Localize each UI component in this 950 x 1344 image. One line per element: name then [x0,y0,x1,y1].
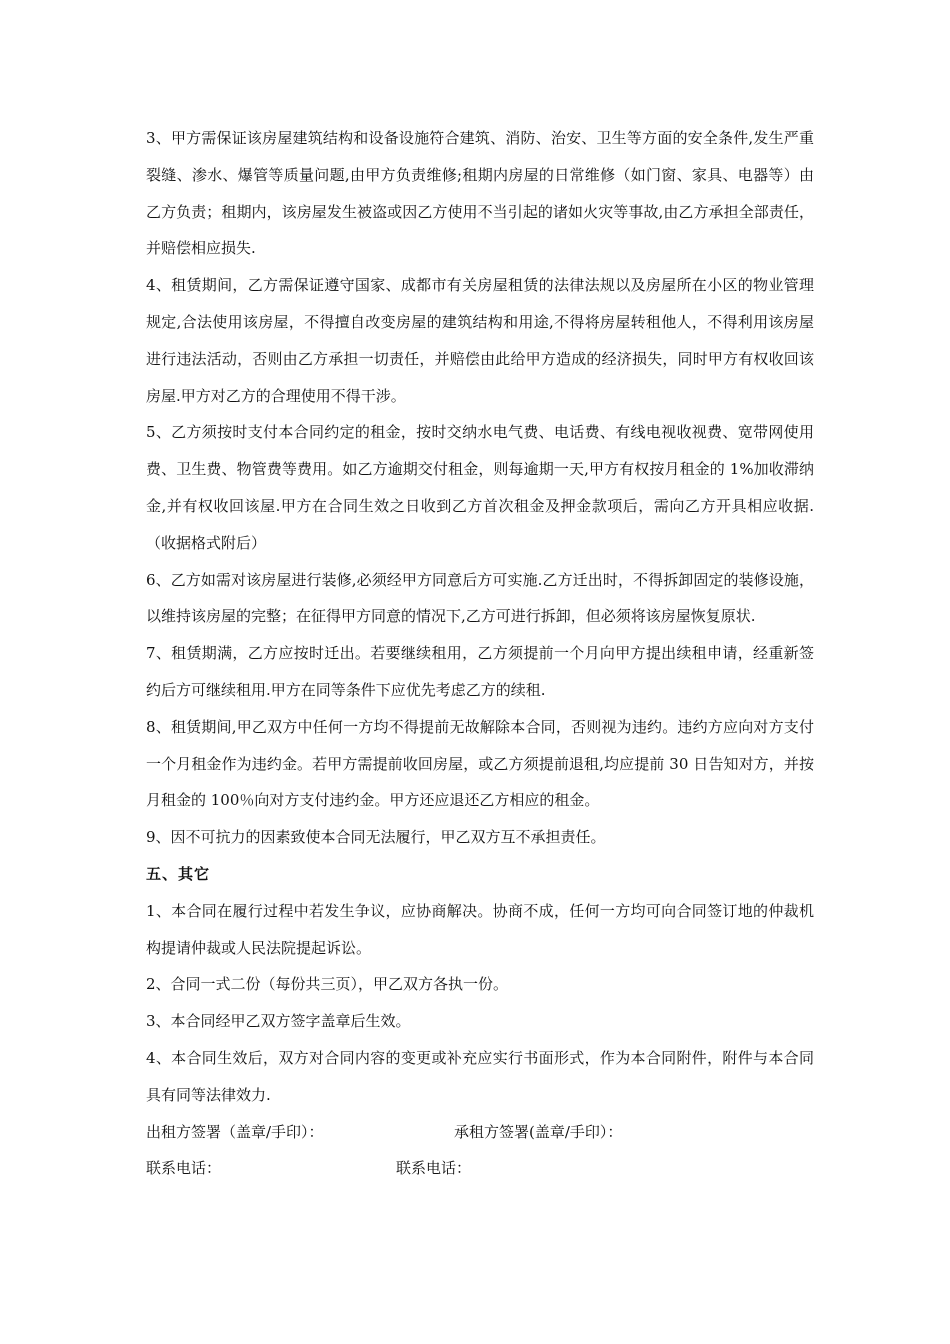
lessor-phone-label: 联系电话： [146,1159,222,1178]
other-clause-1: 1、本合同在履行过程中若发生争议，应协商解决。协商不成，任何一方均可向合同签订地的仲裁机构提请仲裁或人民法院提起诉讼。 [146,901,814,957]
clause-9: 9、因不可抗力的因素致使本合同无法履行，甲乙双方互不承担责任。 [146,828,606,847]
other-clause-4: 4、本合同生效后，双方对合同内容的变更或补充应实行书面形式，作为本合同附件，附件与本合同具有同等法律效力. [146,1048,814,1104]
phone-row [146,1150,814,1187]
lessee-signature-label: 承租方签署(盖章/手印）： [454,1122,623,1141]
contract-body [146,120,814,1187]
other-clause-3: 3、本合同经甲乙双方签字盖章后生效。 [146,1012,411,1031]
lessor-signature-label: 出租方签署（盖章/手印）： [146,1122,324,1141]
clause-6: 6、乙方如需对该房屋进行装修,必须经甲方同意后方可实施.乙方迁出时，不得拆卸固定的装修设施，以维持该房屋的完整；在征得甲方同意的情况下,乙方可进行拆卸，但必须将该房屋恢复原状. [146,570,814,626]
clause-3: 3、甲方需保证该房屋建筑结构和设备设施符合建筑、消防、治安、卫生等方面的安全条件,发生严重裂缝、渗水、爆管等质量问题,由甲方负责维修;租期内房屋的日常维修（如门窗、家具、电器等）由乙方负责；租期内，该房屋发生被盗或因乙方使用不当引起的诸如火灾等事故,由乙方承担全部责任，并赔偿相应损失. [146,129,814,258]
other-clause-2: 2、合同一式二份（每份共三页），甲乙双方各执一份。 [146,975,509,994]
clause-5: 5、乙方须按时支付本合同约定的租金，按时交纳水电气费、电话费、有线电视收视费、宽带网使用费、卫生费、物管费等费用。如乙方逾期交付租金，则每逾期一天,甲方有权按月租金的 1%加收滞纳金,并有权收回该屋.甲方在合同生效之日收到乙方首次租金及押金款项后，需向乙方开具相应收据.（收据格式附后） [146,423,814,552]
clause-4: 4、租赁期间，乙方需保证遵守国家、成都市有关房屋租赁的法律法规以及房屋所在小区的物业管理规定,合法使用该房屋，不得擅自改变房屋的建筑结构和用途,不得将房屋转租他人，不得利用该房屋进行违法活动，否则由乙方承担一切责任，并赔偿由此给甲方造成的经济损失，同时甲方有权收回该房屋.甲方对乙方的合理使用不得干涉。 [146,276,814,405]
signature-row [146,1114,814,1151]
clause-7: 7、租赁期满，乙方应按时迁出。若要继续租用，乙方须提前一个月向甲方提出续租申请，经重新签约后方可继续租用.甲方在同等条件下应优先考虑乙方的续租. [146,644,814,699]
clause-8: 8、租赁期间,甲乙双方中任何一方均不得提前无故解除本合同，否则视为违约。违约方应向对方支付一个月租金作为违约金。若甲方需提前收回房屋，或乙方须提前退租,均应提前 30 日告知对方，并按月租金的 100％向对方支付违约金。甲方还应退还乙方相应的租金。 [146,717,814,810]
lessee-phone-label: 联系电话： [396,1159,472,1178]
section-heading-other: 五、其它 [146,864,211,883]
